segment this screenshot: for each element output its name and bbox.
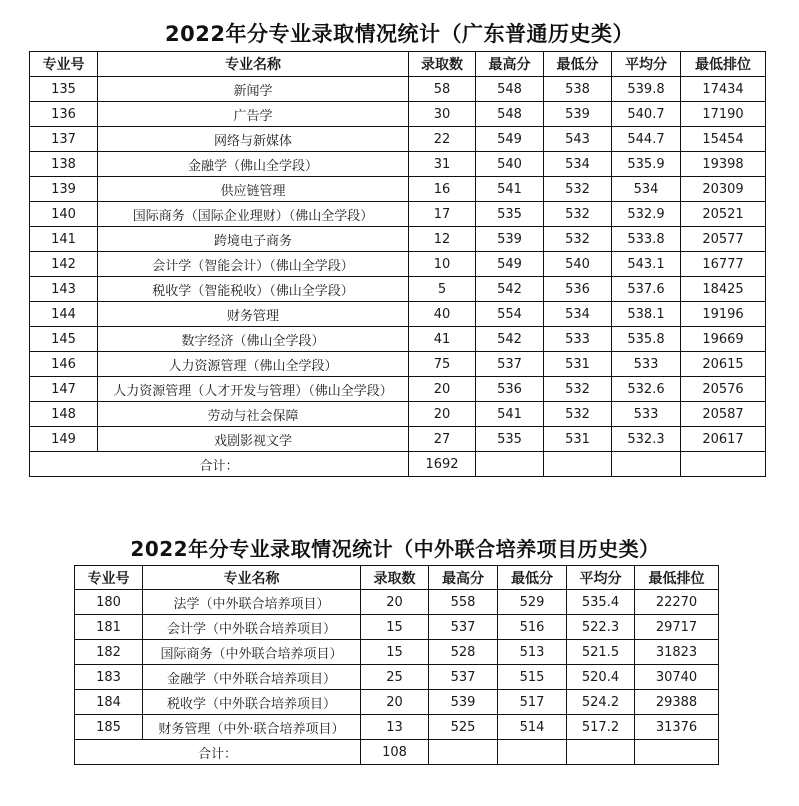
cell-avg-score: 520.4: [567, 665, 635, 690]
cell-min-score: 532: [544, 377, 612, 402]
cell-avg-score: 534: [612, 177, 681, 202]
cell-code: 180: [75, 590, 143, 615]
cell-name: 新闻学: [98, 77, 409, 102]
cell-avg-score: 533.8: [612, 227, 681, 252]
cell-name: 国际商务（中外联合培养项目）: [143, 640, 361, 665]
cell-min-score: 532: [544, 202, 612, 227]
table-header-row: [75, 566, 719, 590]
cell-max-score: 548: [476, 102, 544, 127]
cell-name: 跨境电子商务: [98, 227, 409, 252]
cell-admitted: 16: [409, 177, 476, 202]
cell-admitted: 20: [361, 690, 429, 715]
cell-name: 法学（中外联合培养项目）: [143, 590, 361, 615]
table-row: [30, 377, 766, 402]
cell-min-score: 514: [498, 715, 567, 740]
cell-admitted: 15: [361, 615, 429, 640]
cell-code: 142: [30, 252, 98, 277]
cell-max-score: 541: [476, 177, 544, 202]
header-max-score: 最高分: [429, 566, 498, 590]
cell-min-score: 513: [498, 640, 567, 665]
cell-min-score: 529: [498, 590, 567, 615]
table-row: [30, 202, 766, 227]
header-name: 专业名称: [143, 566, 361, 590]
cell-admitted: 22: [409, 127, 476, 152]
cell-avg-score: 537.6: [612, 277, 681, 302]
table-row: [75, 590, 719, 615]
cell-name: 会计学（智能会计）（佛山全学段）: [98, 252, 409, 277]
cell-min-rank: 15454: [681, 127, 766, 152]
cell-max-score: 548: [476, 77, 544, 102]
cell-min-rank: 29717: [635, 615, 719, 640]
cell-max-score: 541: [476, 402, 544, 427]
cell-name: 财务管理（中外·联合培养项目）: [143, 715, 361, 740]
cell-name: 劳动与社会保障: [98, 402, 409, 427]
cell-admitted: 12: [409, 227, 476, 252]
header-max-score: 最高分: [476, 52, 544, 77]
cell-min-rank: 20587: [681, 402, 766, 427]
cell-max-score: 540: [476, 152, 544, 177]
cell-admitted: 10: [409, 252, 476, 277]
cell-min-rank: 18425: [681, 277, 766, 302]
cell-avg-score: 535.8: [612, 327, 681, 352]
cell-avg-score: 535.9: [612, 152, 681, 177]
cell-avg-score: 524.2: [567, 690, 635, 715]
cell-avg-score: 538.1: [612, 302, 681, 327]
table-row: [30, 77, 766, 102]
cell-min-score: 532: [544, 177, 612, 202]
admission-table-joint-program-history: [74, 565, 719, 765]
total-label: 合计：: [30, 452, 409, 477]
table-row: [30, 252, 766, 277]
cell-admitted: 25: [361, 665, 429, 690]
cell-min-rank: 19669: [681, 327, 766, 352]
cell-max-score: 525: [429, 715, 498, 740]
cell-min-rank: 29388: [635, 690, 719, 715]
cell-avg-score: 533: [612, 352, 681, 377]
total-empty: [612, 452, 681, 477]
cell-code: 138: [30, 152, 98, 177]
cell-min-score: 538: [544, 77, 612, 102]
cell-min-score: 536: [544, 277, 612, 302]
cell-avg-score: 539.8: [612, 77, 681, 102]
cell-admitted: 20: [409, 377, 476, 402]
cell-min-rank: 30740: [635, 665, 719, 690]
cell-code: 148: [30, 402, 98, 427]
admission-table-guangdong-history: [29, 51, 766, 477]
cell-name: 金融学（中外联合培养项目）: [143, 665, 361, 690]
cell-max-score: 539: [429, 690, 498, 715]
cell-max-score: 536: [476, 377, 544, 402]
cell-code: 181: [75, 615, 143, 640]
cell-name: 网络与新媒体: [98, 127, 409, 152]
cell-min-score: 533: [544, 327, 612, 352]
total-label: 合计：: [75, 740, 361, 765]
cell-admitted: 41: [409, 327, 476, 352]
cell-avg-score: 543.1: [612, 252, 681, 277]
table-row: [30, 327, 766, 352]
header-avg-score: 平均分: [567, 566, 635, 590]
cell-min-score: 532: [544, 402, 612, 427]
cell-admitted: 5: [409, 277, 476, 302]
cell-code: 145: [30, 327, 98, 352]
table1-title: 2022年分专业录取情况统计（广东普通历史类）: [165, 22, 634, 46]
cell-max-score: 554: [476, 302, 544, 327]
cell-avg-score: 544.7: [612, 127, 681, 152]
cell-admitted: 13: [361, 715, 429, 740]
cell-min-score: 534: [544, 152, 612, 177]
table-row: [30, 227, 766, 252]
header-admitted: 录取数: [361, 566, 429, 590]
total-empty: [429, 740, 498, 765]
cell-code: 146: [30, 352, 98, 377]
cell-min-score: 531: [544, 427, 612, 452]
cell-name: 供应链管理: [98, 177, 409, 202]
cell-min-rank: 19398: [681, 152, 766, 177]
cell-min-rank: 19196: [681, 302, 766, 327]
cell-name: 戏剧影视文学: [98, 427, 409, 452]
cell-name: 会计学（中外联合培养项目）: [143, 615, 361, 640]
table-row: [30, 127, 766, 152]
header-code: 专业号: [75, 566, 143, 590]
cell-avg-score: 521.5: [567, 640, 635, 665]
cell-name: 财务管理: [98, 302, 409, 327]
cell-max-score: 542: [476, 327, 544, 352]
cell-avg-score: 532.9: [612, 202, 681, 227]
cell-admitted: 30: [409, 102, 476, 127]
cell-admitted: 15: [361, 640, 429, 665]
cell-min-rank: 20576: [681, 377, 766, 402]
header-min-score: 最低分: [544, 52, 612, 77]
total-empty: [635, 740, 719, 765]
cell-admitted: 20: [409, 402, 476, 427]
table-row: [75, 640, 719, 665]
cell-min-score: 543: [544, 127, 612, 152]
cell-min-score: 532: [544, 227, 612, 252]
cell-code: 147: [30, 377, 98, 402]
cell-min-rank: 17434: [681, 77, 766, 102]
table-row: [75, 715, 719, 740]
cell-code: 137: [30, 127, 98, 152]
cell-admitted: 40: [409, 302, 476, 327]
cell-avg-score: 522.3: [567, 615, 635, 640]
total-empty: [544, 452, 612, 477]
total-admitted: 108: [361, 740, 429, 765]
cell-max-score: 537: [476, 352, 544, 377]
cell-max-score: 558: [429, 590, 498, 615]
cell-name: 国际商务（国际企业理财）（佛山全学段）: [98, 202, 409, 227]
cell-min-score: 534: [544, 302, 612, 327]
cell-max-score: 549: [476, 252, 544, 277]
cell-name: 人力资源管理（佛山全学段）: [98, 352, 409, 377]
table-row: [30, 402, 766, 427]
cell-min-rank: 20615: [681, 352, 766, 377]
table-total-row: [75, 740, 719, 765]
cell-admitted: 31: [409, 152, 476, 177]
cell-code: 144: [30, 302, 98, 327]
cell-code: 149: [30, 427, 98, 452]
cell-name: 人力资源管理（人才开发与管理）（佛山全学段）: [98, 377, 409, 402]
table-row: [30, 352, 766, 377]
cell-max-score: 549: [476, 127, 544, 152]
cell-min-score: 539: [544, 102, 612, 127]
cell-avg-score: 533: [612, 402, 681, 427]
cell-min-rank: 16777: [681, 252, 766, 277]
cell-admitted: 27: [409, 427, 476, 452]
table-row: [30, 302, 766, 327]
cell-admitted: 75: [409, 352, 476, 377]
cell-min-rank: 17190: [681, 102, 766, 127]
cell-name: 税收学（智能税收）（佛山全学段）: [98, 277, 409, 302]
table-header-row: [30, 52, 766, 77]
table-row: [30, 152, 766, 177]
cell-name: 广告学: [98, 102, 409, 127]
cell-code: 182: [75, 640, 143, 665]
cell-min-score: 515: [498, 665, 567, 690]
table-row: [30, 177, 766, 202]
cell-min-rank: 20521: [681, 202, 766, 227]
cell-name: 数字经济（佛山全学段）: [98, 327, 409, 352]
cell-avg-score: 532.3: [612, 427, 681, 452]
total-empty: [476, 452, 544, 477]
total-empty: [681, 452, 766, 477]
header-name: 专业名称: [98, 52, 409, 77]
cell-min-rank: 20309: [681, 177, 766, 202]
cell-max-score: 537: [429, 615, 498, 640]
total-empty: [567, 740, 635, 765]
table-row: [30, 102, 766, 127]
cell-max-score: 528: [429, 640, 498, 665]
cell-max-score: 535: [476, 202, 544, 227]
cell-code: 185: [75, 715, 143, 740]
cell-min-rank: 22270: [635, 590, 719, 615]
cell-admitted: 58: [409, 77, 476, 102]
cell-min-score: 516: [498, 615, 567, 640]
cell-code: 143: [30, 277, 98, 302]
table2-title: 2022年分专业录取情况统计（中外联合培养项目历史类）: [130, 537, 660, 561]
cell-min-score: 531: [544, 352, 612, 377]
table-row: [75, 690, 719, 715]
cell-min-score: 517: [498, 690, 567, 715]
cell-name: 金融学（佛山全学段）: [98, 152, 409, 177]
cell-code: 183: [75, 665, 143, 690]
cell-name: 税收学（中外联合培养项目）: [143, 690, 361, 715]
cell-min-score: 540: [544, 252, 612, 277]
total-empty: [498, 740, 567, 765]
total-admitted: 1692: [409, 452, 476, 477]
cell-max-score: 542: [476, 277, 544, 302]
cell-avg-score: 540.7: [612, 102, 681, 127]
header-min-rank: 最低排位: [681, 52, 766, 77]
header-code: 专业号: [30, 52, 98, 77]
cell-min-rank: 20617: [681, 427, 766, 452]
table-row: [30, 277, 766, 302]
table-row: [75, 665, 719, 690]
cell-max-score: 537: [429, 665, 498, 690]
cell-min-rank: 31823: [635, 640, 719, 665]
cell-code: 140: [30, 202, 98, 227]
cell-admitted: 20: [361, 590, 429, 615]
table-row: [30, 427, 766, 452]
cell-code: 141: [30, 227, 98, 252]
cell-admitted: 17: [409, 202, 476, 227]
table-row: [75, 615, 719, 640]
cell-code: 139: [30, 177, 98, 202]
cell-avg-score: 535.4: [567, 590, 635, 615]
table-total-row: [30, 452, 766, 477]
header-min-rank: 最低排位: [635, 566, 719, 590]
cell-min-rank: 31376: [635, 715, 719, 740]
cell-avg-score: 517.2: [567, 715, 635, 740]
header-avg-score: 平均分: [612, 52, 681, 77]
cell-max-score: 539: [476, 227, 544, 252]
header-admitted: 录取数: [409, 52, 476, 77]
cell-code: 184: [75, 690, 143, 715]
cell-code: 136: [30, 102, 98, 127]
cell-code: 135: [30, 77, 98, 102]
cell-min-rank: 20577: [681, 227, 766, 252]
cell-max-score: 535: [476, 427, 544, 452]
cell-avg-score: 532.6: [612, 377, 681, 402]
header-min-score: 最低分: [498, 566, 567, 590]
